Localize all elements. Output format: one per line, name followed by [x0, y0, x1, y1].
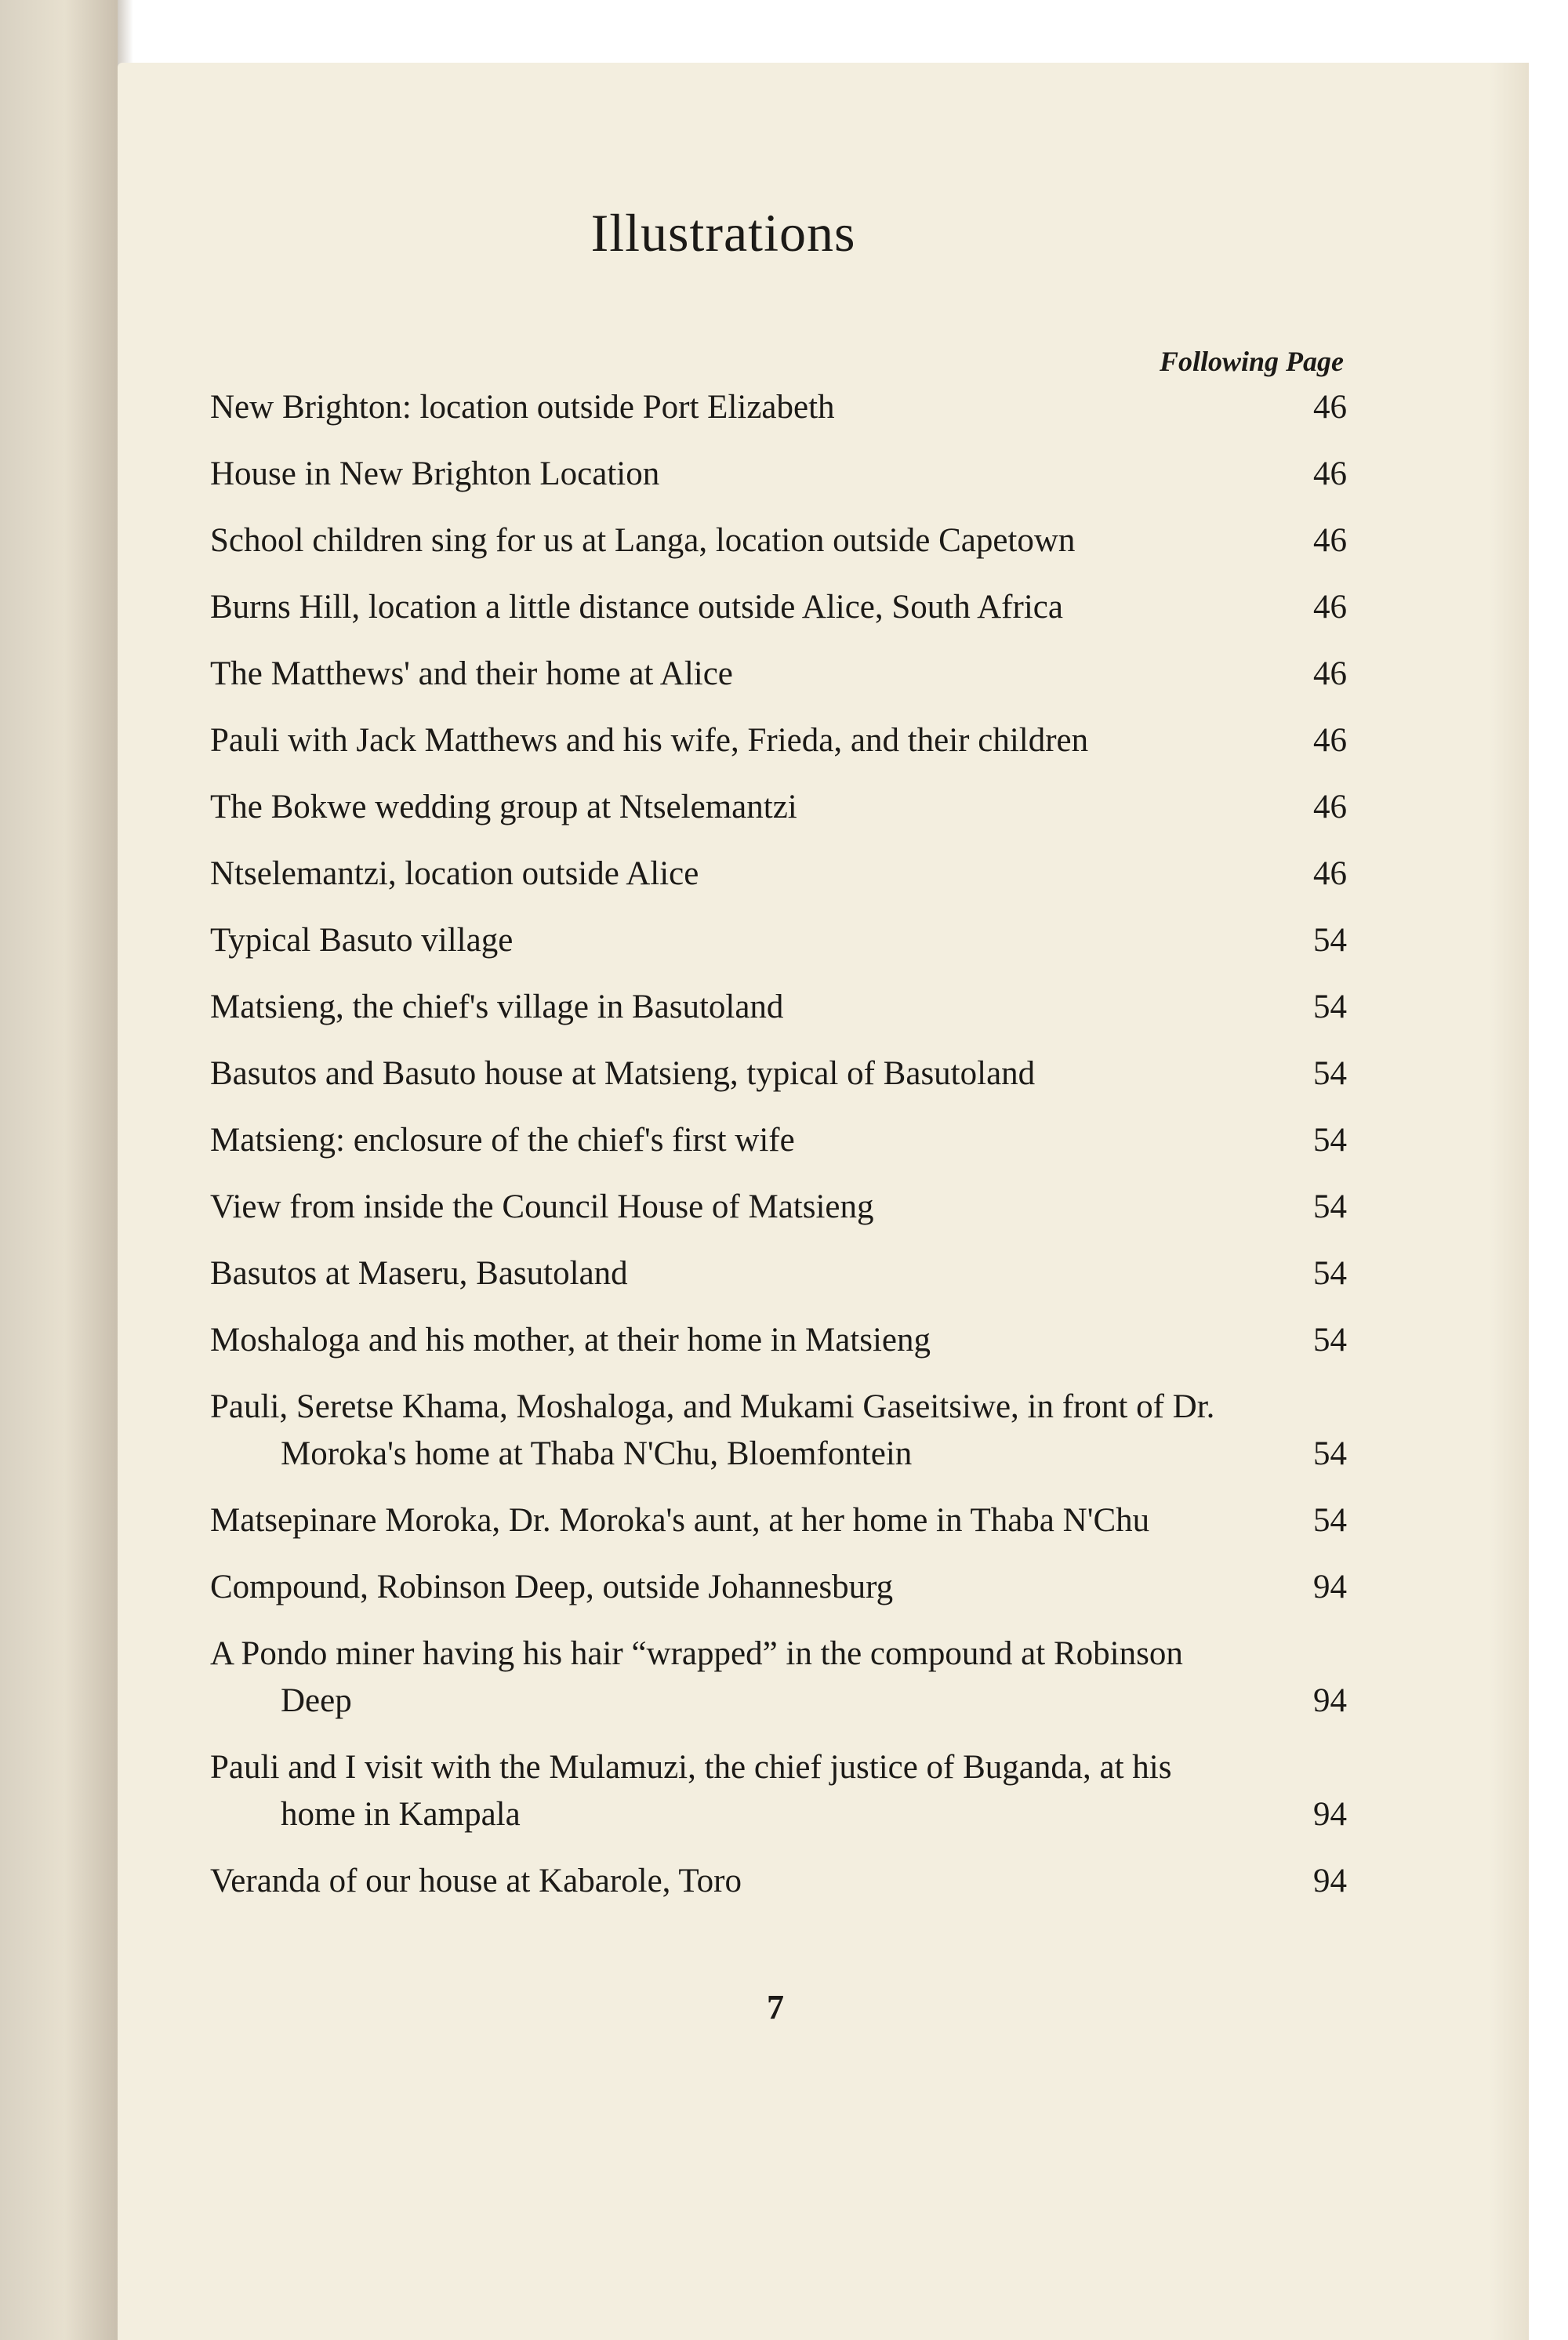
list-item [210, 917, 1347, 964]
list-item [210, 1631, 1347, 1725]
entry-page: 46 [1313, 789, 1347, 825]
list-item [210, 1117, 1347, 1164]
illustrations-list [210, 384, 1347, 1925]
list-item [210, 1384, 1347, 1478]
entry-page: 46 [1313, 722, 1347, 759]
entry-page: 94 [1313, 1569, 1347, 1605]
list-item [210, 451, 1347, 498]
entry-text: A Pondo miner having his hair “wrapped” in the compound at Robinson Deep [210, 1635, 1183, 1719]
entry-text: Basutos and Basuto house at Matsieng, typical of Basutoland [210, 1055, 1036, 1092]
entry-page: 46 [1313, 855, 1347, 892]
list-item [210, 1317, 1347, 1364]
entry-page: 46 [1313, 522, 1347, 559]
list-item [210, 651, 1347, 698]
entry-text: The Matthews' and their home at Alice [210, 655, 733, 692]
entry-text: House in New Brighton Location [210, 455, 660, 492]
entry-page: 46 [1313, 655, 1347, 692]
list-item [210, 717, 1347, 764]
list-item [210, 584, 1347, 631]
list-item [210, 1050, 1347, 1097]
entry-text: Typical Basuto village [210, 922, 514, 959]
list-item [210, 1858, 1347, 1905]
list-item [210, 1497, 1347, 1544]
entry-text: Matsieng, the chief's village in Basutoland [210, 989, 784, 1025]
entry-text: Matsepinare Moroka, Dr. Moroka's aunt, at her home in Thaba N'Chu [210, 1502, 1150, 1539]
page-number: 7 [767, 1988, 784, 2026]
list-item [210, 1184, 1347, 1231]
entry-text: Pauli, Seretse Khama, Moshaloga, and Mukami Gaseitsiwe, in front of Dr. Moroka's home at Thaba N'Chu, Bloemfontein [210, 1388, 1215, 1472]
list-item [210, 1564, 1347, 1611]
entry-page: 54 [1313, 1502, 1347, 1539]
entry-text: New Brighton: location outside Port Elizabeth [210, 389, 835, 426]
page-title: Illustrations [590, 203, 856, 263]
list-item [210, 984, 1347, 1031]
entry-page: 94 [1313, 1796, 1347, 1833]
entry-page: 54 [1313, 1188, 1347, 1225]
entry-text: School children sing for us at Langa, location outside Capetown [210, 522, 1076, 559]
entry-page: 46 [1313, 589, 1347, 626]
entry-page: 54 [1313, 1255, 1347, 1292]
list-item [210, 1744, 1347, 1838]
entry-page: 94 [1313, 1682, 1347, 1719]
entry-page: 54 [1313, 1055, 1347, 1092]
list-item [210, 1250, 1347, 1297]
list-item [210, 517, 1347, 564]
entry-text: Basutos at Maseru, Basutoland [210, 1255, 628, 1292]
entry-text: Pauli with Jack Matthews and his wife, Frieda, and their children [210, 722, 1089, 759]
list-item [210, 851, 1347, 898]
entry-page: 54 [1313, 922, 1347, 959]
entry-page: 94 [1313, 1863, 1347, 1899]
entry-page: 54 [1313, 1435, 1347, 1472]
entry-text: Matsieng: enclosure of the chief's first wife [210, 1122, 795, 1159]
entry-page: 54 [1313, 989, 1347, 1025]
entry-text: Ntselemantzi, location outside Alice [210, 855, 699, 892]
column-heading: Following Page [1159, 346, 1344, 377]
list-item [210, 384, 1347, 431]
entry-text: Compound, Robinson Deep, outside Johannesburg [210, 1569, 894, 1605]
entry-page: 46 [1313, 455, 1347, 492]
entry-text: Pauli and I visit with the Mulamuzi, the chief justice of Buganda, at his home in Kampala [210, 1749, 1172, 1833]
entry-text: Burns Hill, location a little distance outside Alice, South Africa [210, 589, 1063, 626]
entry-text: Moshaloga and his mother, at their home in Matsieng [210, 1322, 931, 1359]
list-item [210, 784, 1347, 831]
entry-text: Veranda of our house at Kabarole, Toro [210, 1863, 742, 1899]
entry-page: 46 [1313, 389, 1347, 426]
entry-text: View from inside the Council House of Matsieng [210, 1188, 874, 1225]
entry-page: 54 [1313, 1122, 1347, 1159]
entry-page: 54 [1313, 1322, 1347, 1359]
entry-text: The Bokwe wedding group at Ntselemantzi [210, 789, 797, 825]
